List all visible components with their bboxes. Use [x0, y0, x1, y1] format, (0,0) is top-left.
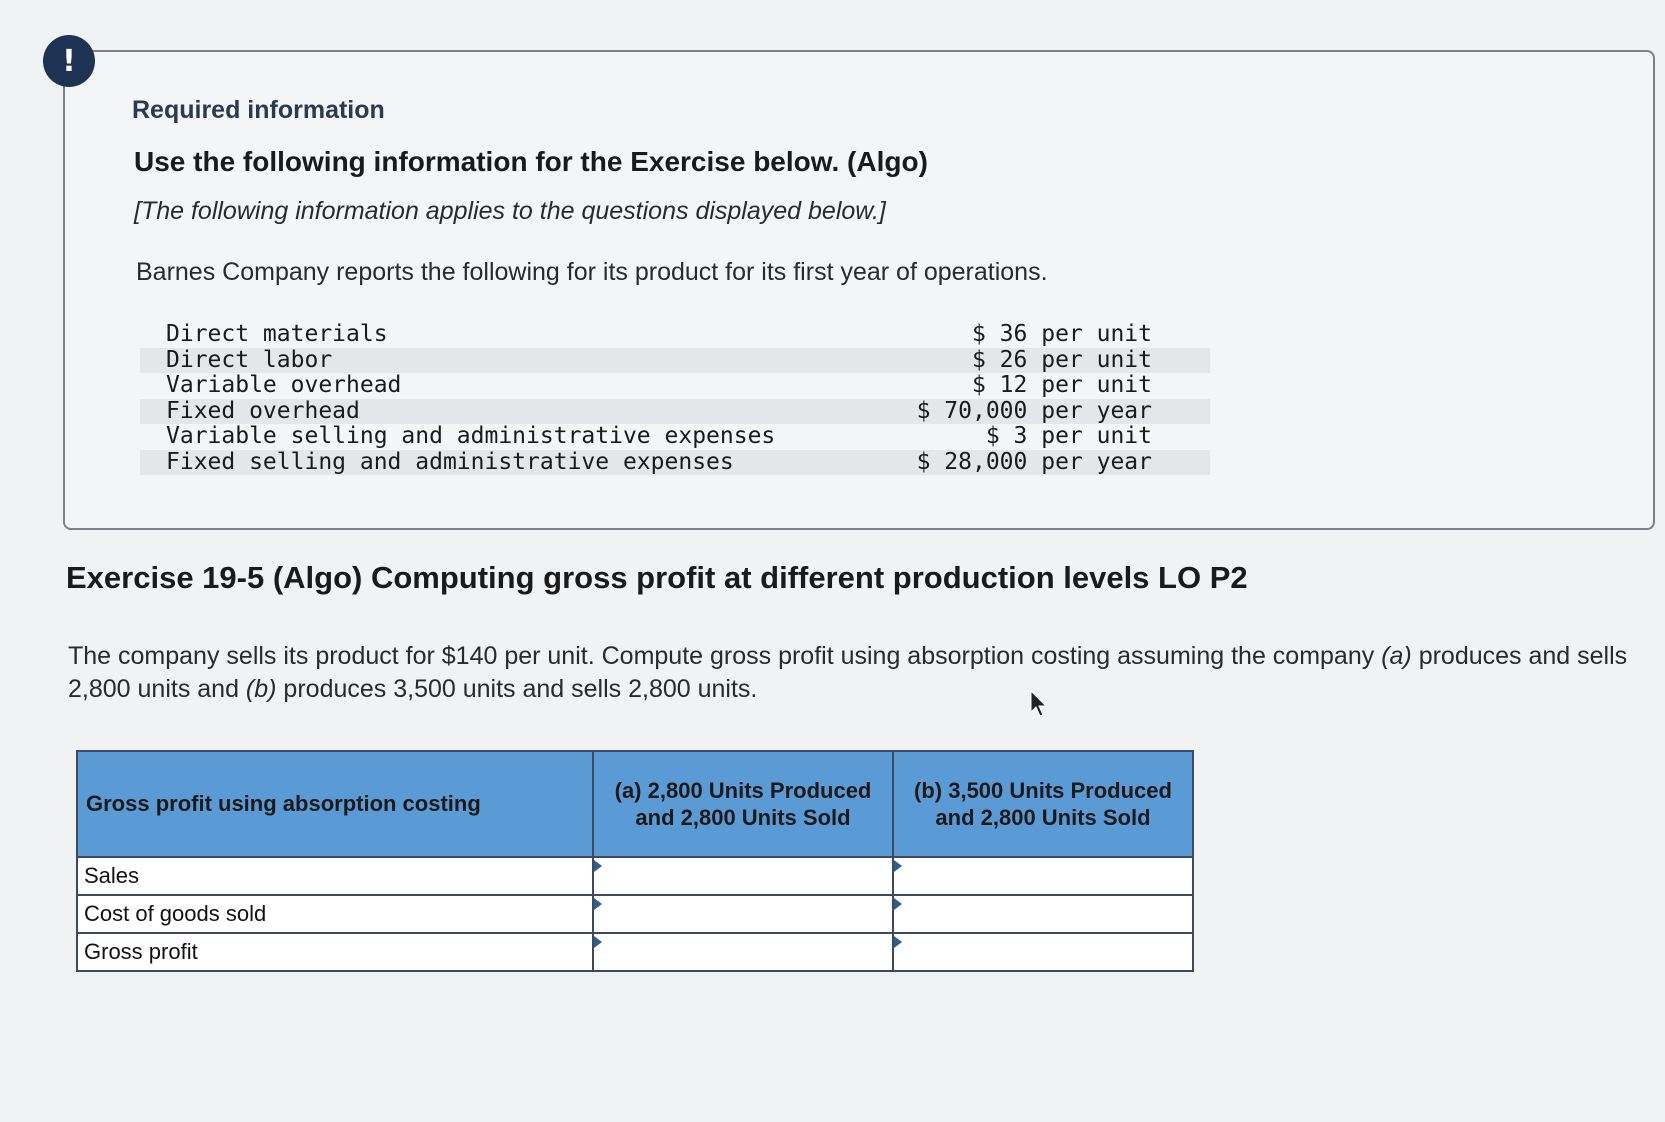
cost-row — [140, 373, 1210, 399]
cost-value: $ 3 per unit — [985, 423, 1152, 449]
row-label-gross-profit: Gross profit — [77, 933, 593, 971]
cost-row — [140, 348, 1210, 374]
cost-label: Direct materials — [166, 321, 388, 347]
row-label-cogs: Cost of goods sold — [77, 895, 593, 933]
required-info-label: Required information — [132, 96, 385, 124]
column-header-b — [893, 751, 1193, 857]
gross-profit-b-input[interactable] — [900, 935, 1190, 969]
prompt-text: produces and sells 2,800 units and — [68, 642, 1628, 703]
table-header-label: Gross profit using absorption costing — [77, 751, 593, 857]
cost-label: Fixed overhead — [166, 397, 360, 424]
table-row — [77, 933, 1193, 971]
exercise-title: Exercise 19-5 (Algo) Computing gross profit at different production levels LO P2 — [66, 560, 1248, 595]
cost-table — [140, 322, 1210, 475]
col-a-line2: and 2,800 Units Sold — [635, 805, 851, 830]
col-b-line1: (b) 3,500 Units Produced — [914, 778, 1172, 803]
cogs-b-input[interactable] — [900, 897, 1190, 931]
gross-profit-b-cell[interactable] — [893, 933, 1193, 971]
cost-value: $ 26 per unit — [971, 346, 1152, 373]
applies-note: [The following information applies to the questions displayed below.] — [134, 197, 886, 225]
info-title: Use the following information for the Exercise below. (Algo) — [134, 146, 928, 177]
cost-row — [140, 450, 1210, 476]
prompt-text: The company sells its product for $140 per unit. Compute gross profit using absorption costing assuming the company — [68, 642, 1382, 670]
table-row — [77, 895, 1193, 933]
sales-b-cell[interactable] — [893, 857, 1193, 895]
prompt-a: (a) — [1381, 642, 1412, 670]
gross-profit-table — [76, 750, 1194, 972]
exercise-prompt — [68, 640, 1648, 706]
cost-row — [140, 399, 1210, 425]
row-label-sales: Sales — [77, 857, 593, 895]
cost-value: $ 12 per unit — [971, 372, 1152, 398]
cost-label: Direct labor — [166, 346, 333, 373]
cost-label: Variable overhead — [166, 372, 402, 398]
cost-value: $ 28,000 per year — [916, 448, 1152, 475]
cost-value: $ 36 per unit — [971, 321, 1152, 347]
gross-profit-a-input[interactable] — [600, 935, 890, 969]
gross-profit-a-cell[interactable] — [593, 933, 893, 971]
sales-a-input[interactable] — [600, 859, 890, 893]
alert-icon: ! — [43, 35, 95, 87]
cost-label: Fixed selling and administrative expenses — [166, 448, 734, 475]
sales-b-input[interactable] — [900, 859, 1190, 893]
col-b-line2: and 2,800 Units Sold — [935, 805, 1151, 830]
cost-label: Variable selling and administrative expenses — [166, 423, 776, 449]
cost-row — [140, 322, 1210, 348]
cogs-a-cell[interactable] — [593, 895, 893, 933]
sales-a-cell[interactable] — [593, 857, 893, 895]
cost-row — [140, 424, 1210, 450]
mouse-cursor-icon — [1030, 690, 1048, 718]
company-intro: Barnes Company reports the following for its product for its first year of operations. — [136, 258, 1048, 286]
column-header-a — [593, 751, 893, 857]
col-a-line1: (a) 2,800 Units Produced — [614, 778, 872, 803]
cost-value: $ 70,000 per year — [916, 397, 1152, 424]
prompt-b: (b) — [245, 675, 277, 703]
cogs-a-input[interactable] — [600, 897, 890, 931]
table-row — [77, 857, 1193, 895]
cogs-b-cell[interactable] — [893, 895, 1193, 933]
prompt-text: produces 3,500 units and sells 2,800 units. — [276, 675, 758, 703]
